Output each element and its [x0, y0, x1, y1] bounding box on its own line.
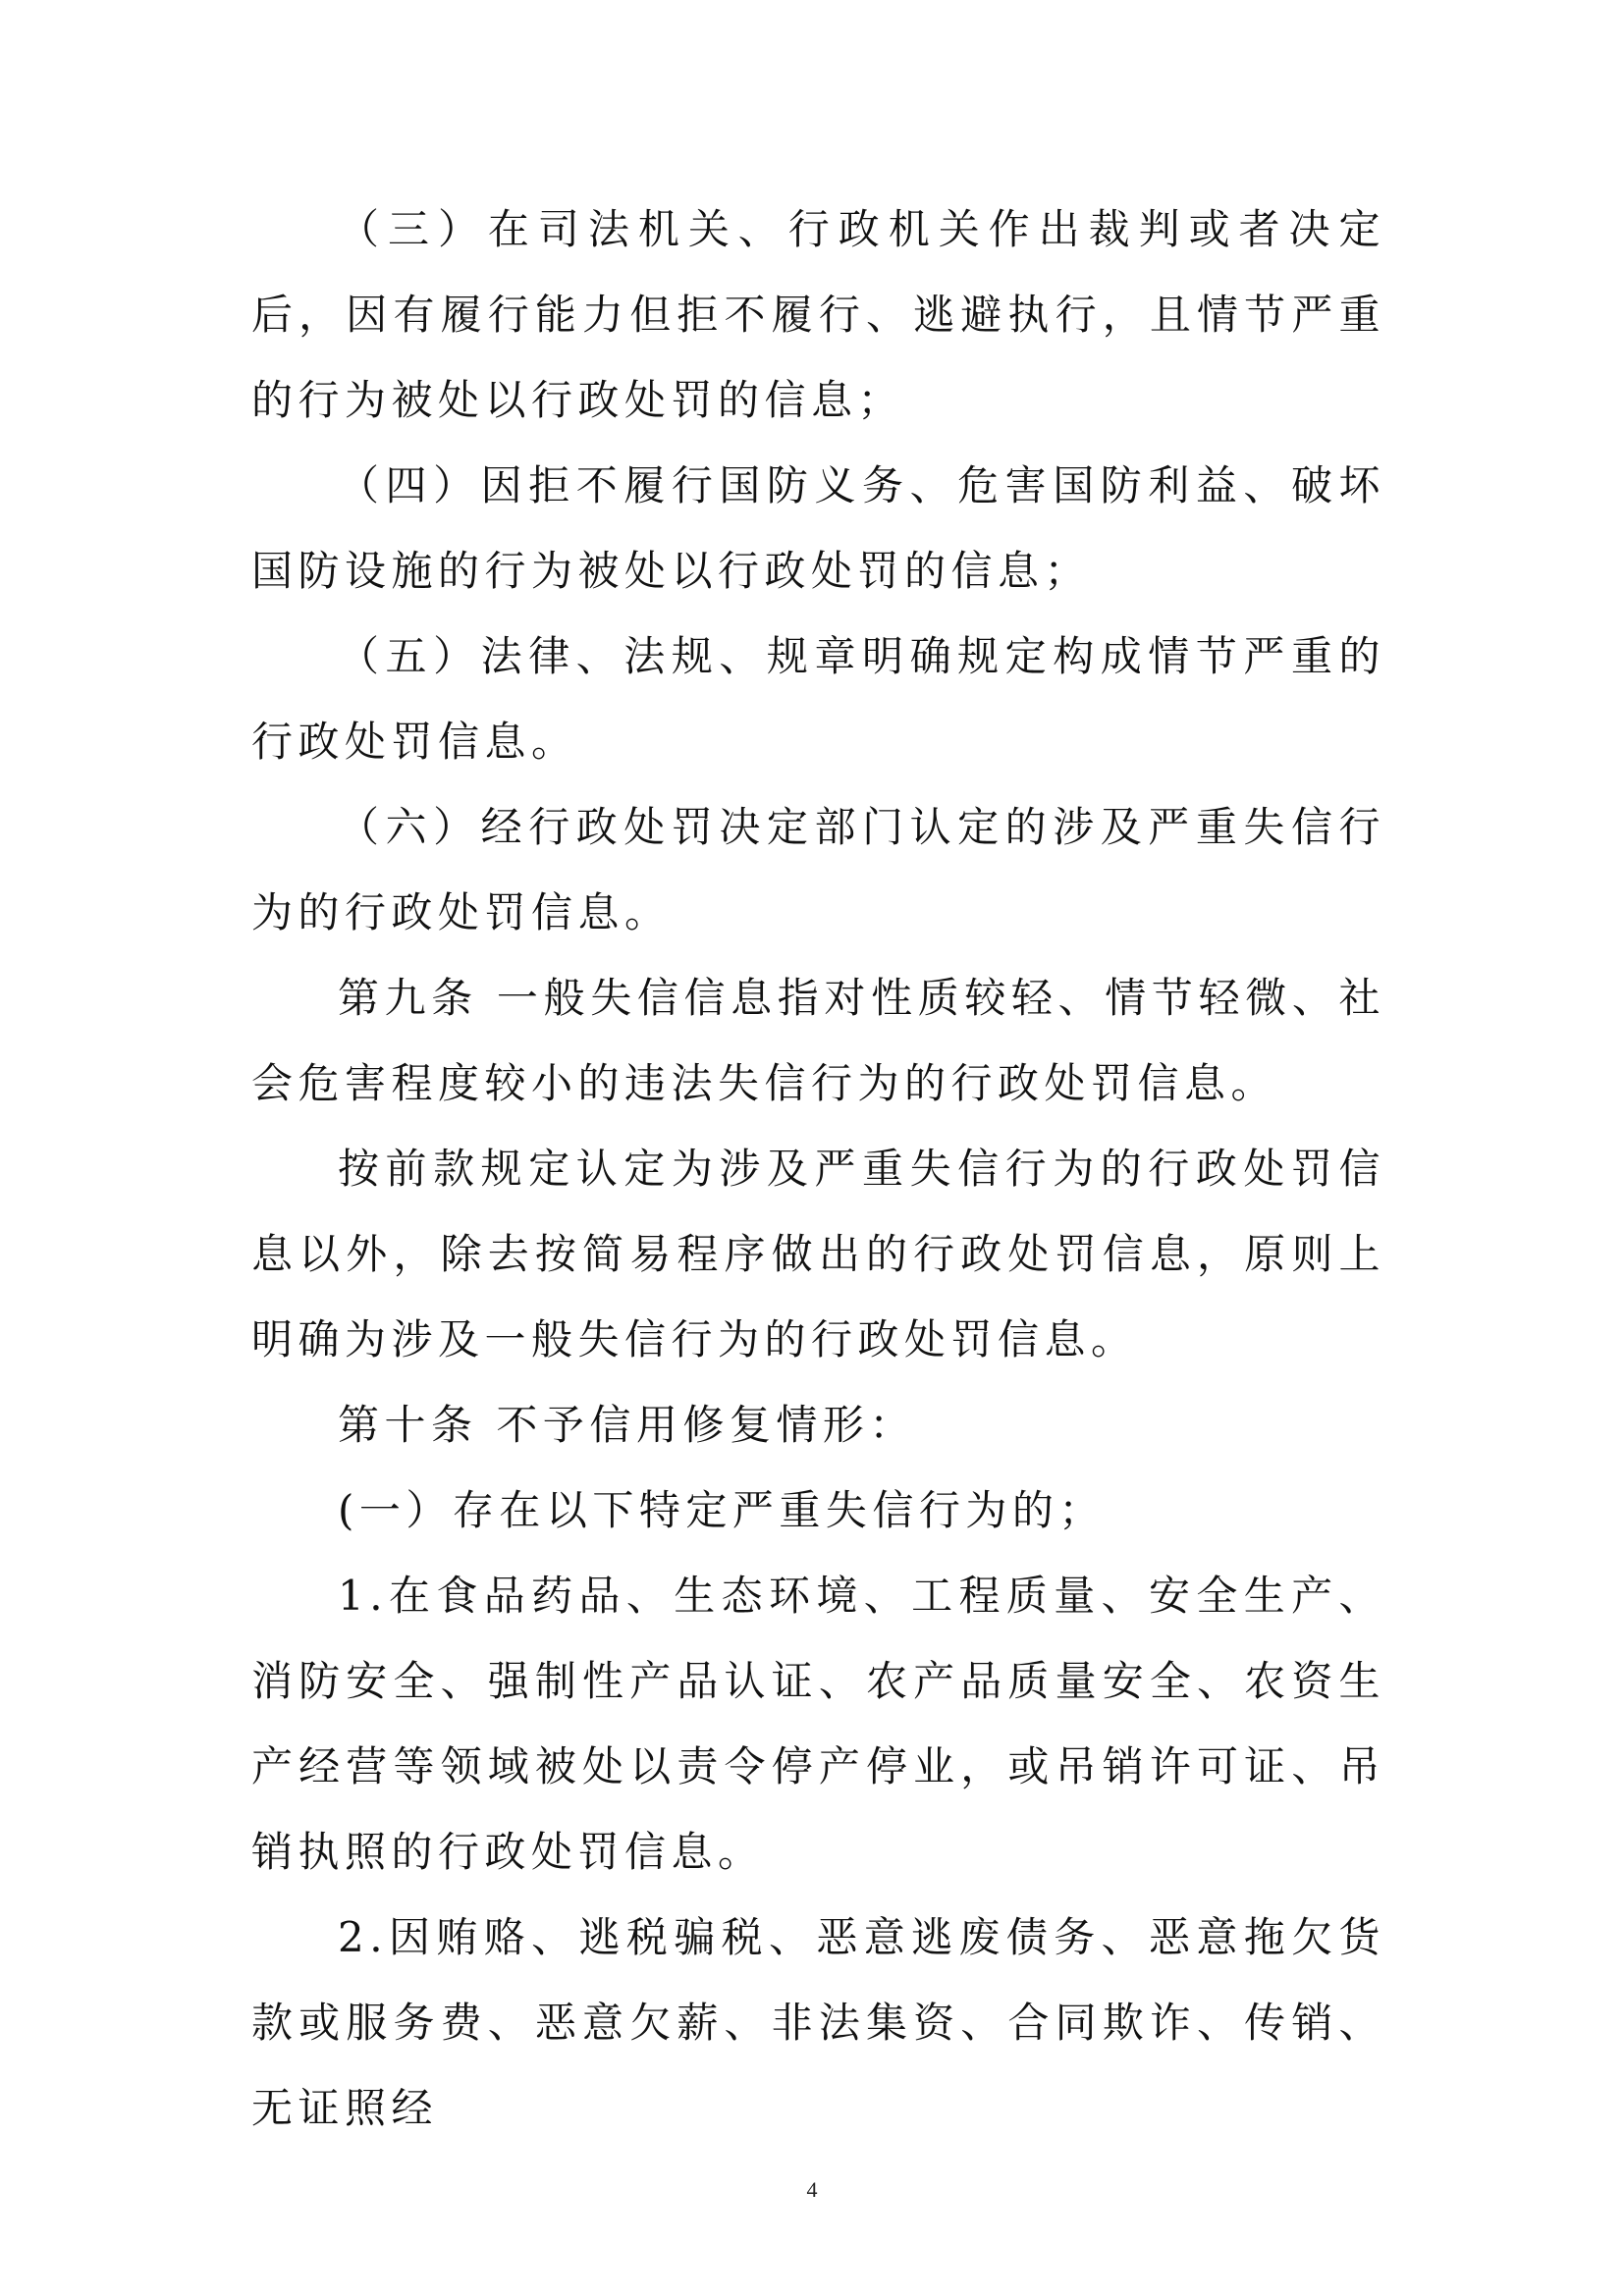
article-9-clause-2: 按前款规定认定为涉及严重失信行为的行政处罚信息以外，除去按简易程序做出的行政处罚信息，原则上明确为涉及一般失信行为的行政处罚信息。 [251, 1145, 1385, 1363]
paragraph-item-4: （四）因拒不履行国防义务、危害国防利益、破坏国防设施的行为被处以行政处罚的信息； [251, 461, 1385, 595]
page-number: 4 [806, 2177, 818, 2202]
article-9: 第九条 一般失信信息指对性质较轻、情节轻微、社会危害程度较小的违法失信行为的行政处罚信息。 [251, 974, 1385, 1107]
body-text [251, 187, 1385, 2151]
article-10-item-1: (一）存在以下特定严重失信行为的； [338, 1486, 1106, 1534]
article-10-subitem-2: 2.因贿赂、逃税骗税、恶意逃废债务、恶意拖欠货款或服务费、恶意欠薪、非法集资、合同欺诈、传销、无证照经 [251, 1913, 1385, 2132]
paragraph-item-3: （三）在司法机关、行政机关作出裁判或者决定后，因有履行能力但拒不履行、逃避执行，且情节严重的行为被处以行政处罚的信息； [251, 205, 1385, 424]
paragraph-item-5: （五）法律、法规、规章明确规定构成情节严重的行政处罚信息。 [251, 632, 1385, 766]
article-10-subitem-1: 1.在食品药品、生态环境、工程质量、安全生产、消防安全、强制性产品认证、农产品质量安全、农资生产经营等领域被处以责令停产停业，或吊销许可证、吊销执照的行政处罚信息。 [251, 1572, 1385, 1876]
paragraph-item-6: （六）经行政处罚决定部门认定的涉及严重失信行为的行政处罚信息。 [251, 803, 1385, 936]
article-10-heading: 第十条 不予信用修复情形： [338, 1401, 916, 1449]
